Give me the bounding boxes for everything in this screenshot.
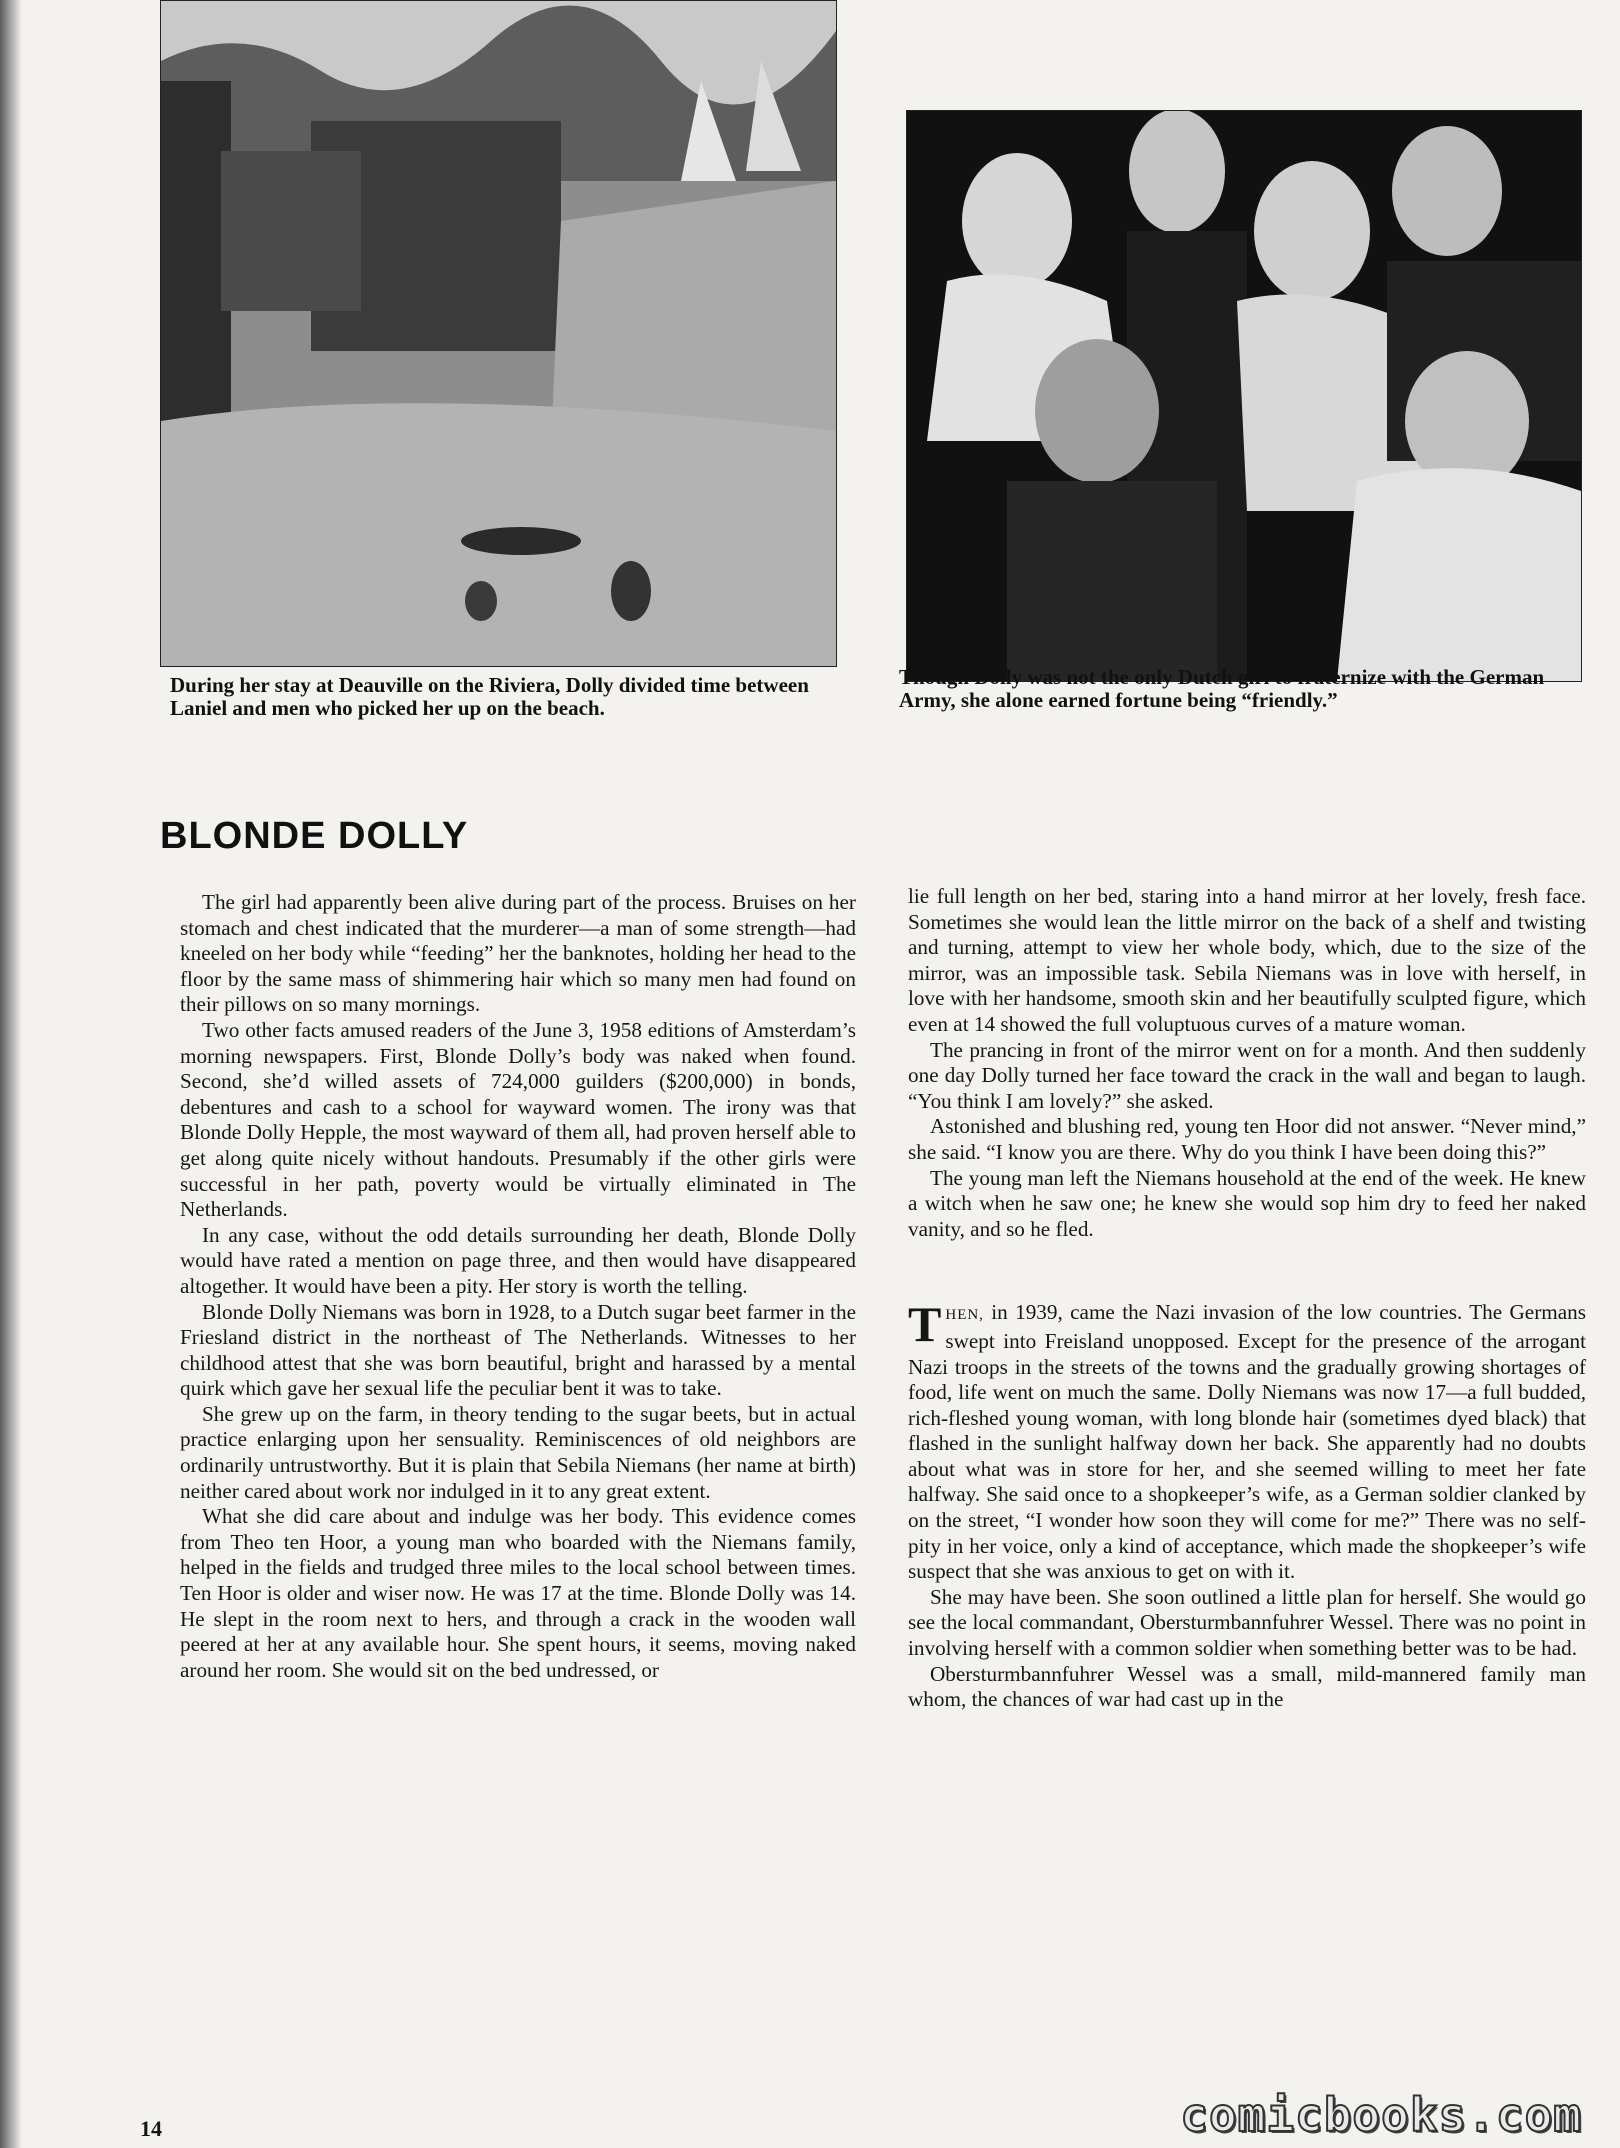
paragraph: Astonished and blushing red, young ten Hoor did not answer. “Never mind,” she said. “I know you are there. Why do you think I have been doing this?” <box>908 1114 1586 1164</box>
section-break <box>908 1242 1586 1300</box>
paragraph: The young man left the Niemans household at the end of the week. He knew a witch when he saw one; he knew she would sop him dry to feed her naked vanity, and so he fled. <box>908 1165 1586 1241</box>
paragraph: Two other facts amused readers of the June 3, 1958 editions of Amsterdam’s morning newspapers. First, Blonde Dolly’s body was naked when found. Second, she’d willed assets of 724,000 guilders ($200,000) in bonds, debentures and cash to a school for wayward women. The irony was that Blonde Dolly Hepple, the most wayward of them all, had proven herself able to get along quite nicely without handouts. Presumably if the other girls were successful in her path, poverty would be virtually eliminated in The Netherlands. <box>180 1017 856 1222</box>
watermark-logo: comicbooks.com <box>1180 2088 1582 2142</box>
beach-scene-image <box>161 1 836 666</box>
article-column-right <box>908 884 1586 1713</box>
paragraph: In any case, without the odd details surrounding her death, Blonde Dolly would have rated a mention on page three, and then would have disappeared altogether. It would have been a pity. Her story is worth the telling. <box>180 1222 856 1298</box>
left-photo-caption: During her stay at Deauville on the Riviera, Dolly divided time between Laniel and men who picked her up on the beach. <box>170 673 809 720</box>
paragraph: Blonde Dolly Niemans was born in 1928, to a Dutch sugar beet farmer in the Friesland district in the northeast of The Netherlands. Witnesses to her childhood attest that she was born beautiful, bright and harassed by a mental quirk which gave her sexual life the peculiar bent it was to take. <box>180 1299 856 1401</box>
soldiers-photo <box>906 110 1582 682</box>
paragraph: She grew up on the farm, in theory tending to the sugar beets, but in actual practice enlarging upon her sensuality. Reminiscences of old neighbors are ordinarily untrustworthy. But it is plain that Sebila Niemans (her name at birth) neither cared about work nor indulged in it to any great extent. <box>180 1401 856 1503</box>
section-opening-paragraph <box>908 1296 1586 1585</box>
page-number: 14 <box>140 2116 162 2141</box>
beach-photo <box>160 0 837 667</box>
paragraph: She may have been. She soon outlined a little plan for herself. She would go see the local commandant, Obersturmbannfuhrer Wessel. There was no point in involving herself with a common soldier when something better was to be had. <box>908 1584 1586 1661</box>
right-photo-caption: Though Dolly was not the only Dutch girl to fraternize with the German Army, she alone earned fortune being “friendly.” <box>899 665 1545 712</box>
paragraph: The girl had apparently been alive during part of the process. Bruises on her stomach and chest indicated that the murderer—a man of some strength—had kneeled on her body while “feeding” her the banknotes, holding her head to the floor by the same mass of shimmering hair which so many men had found on their pillows on so many mornings. <box>180 890 856 1017</box>
paragraph: What she did care about and indulge was her body. This evidence comes from Theo ten Hoor, a young man who boarded with the Niemans family, helped in the fields and trudged three miles to the local school between times. Ten Hoor is older and wiser now. He was 17 at the time. Blonde Dolly was 14. He slept in the room next to hers, and through a crack in the wooden wall peered at her at any available hour. She spent hours, it seems, moving naked around her room. She would sit on the bed undressed, or <box>180 1504 856 1682</box>
article-title: BLONDE DOLLY <box>160 815 469 857</box>
small-caps-lead: HEN, <box>945 1307 984 1324</box>
page-edge-shadow <box>0 0 22 2148</box>
paragraph: The prancing in front of the mirror went on for a month. And then suddenly one day Dolly turned her face toward the crack in the wall and began to laugh. “You think I am lovely?” she asked. <box>908 1037 1586 1113</box>
paragraph: Obersturmbannfuhrer Wessel was a small, mild-mannered family man whom, the chances of war had cast up in the <box>908 1661 1586 1712</box>
paragraph: lie full length on her bed, staring into a hand mirror at her lovely, fresh face. Sometimes she would lean the little mirror on the back of a shelf and twisting and turning, attempt to view her whole body, which, due to the size of the mirror, was an impossible task. Sebila Niemans was in love with herself, in love with her handsome, smooth skin and her beautifully sculpted figure, which even at 14 showed the full voluptuous curves of a mature woman. <box>908 884 1586 1036</box>
article-column-left <box>180 890 856 1683</box>
paragraph-text: in 1939, came the Nazi invasion of the low countries. The Germans swept into Freisland unopposed. Except for the presence of the arrogant Nazi troops in the streets of the towns and the gradually growing shortages of food, life went on much the same. Dolly Niemans was now 17—a full budded, rich-fleshed young woman, with long blonde hair (sometimes dyed black) that flashed in the sunlight halfway down her back. She apparently had no doubts about what was in store for her, and she seemed willing to meet her fate halfway. She said once to a shopkeeper’s wife, as a German soldier clanked by on the street, “I wonder how soon they will come for me?” There was no self-pity in her voice, only a kind of acceptance, which made the shopkeeper’s wife suspect that she was anxious to get on with it. <box>908 1300 1586 1584</box>
drop-cap: T <box>908 1296 942 1353</box>
soldiers-and-girls-image <box>907 111 1581 681</box>
